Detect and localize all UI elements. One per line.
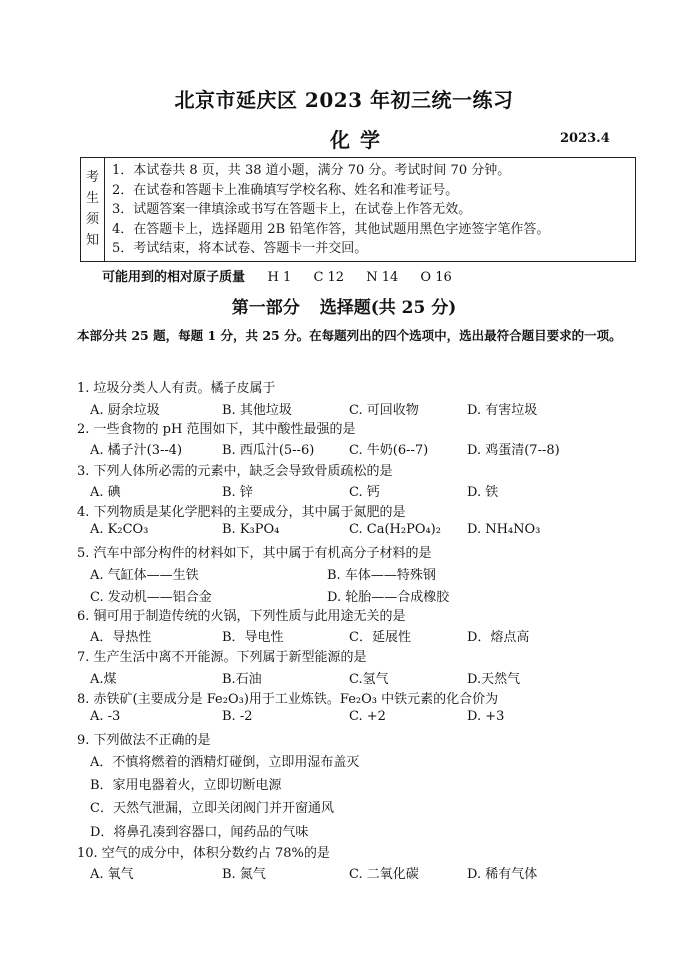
atomic-mass-label: 可能用到的相对原子质量 bbox=[102, 270, 246, 285]
answer-option: C．天然气泄漏，立即关闭阀门并开窗通风 bbox=[90, 801, 334, 816]
answer-option: D. 铁 bbox=[467, 485, 499, 500]
atomic-mass-value: H 1 bbox=[267, 270, 292, 285]
answer-option: D．熔点高 bbox=[467, 630, 530, 645]
exam-title: 北京市延庆区 2023 年初三统一练习 bbox=[174, 88, 514, 112]
exam-date: 2023.4 bbox=[560, 131, 610, 146]
answer-option: B. 氮气 bbox=[222, 867, 266, 882]
answer-option: A. 氧气 bbox=[90, 867, 134, 882]
answer-option: A．不慎将燃着的酒精灯碰倒，立即用湿布盖灭 bbox=[90, 755, 360, 770]
answer-option: A．导热性 bbox=[90, 630, 152, 645]
notice-label-char: 须 bbox=[85, 212, 99, 227]
answer-option: D. 鸡蛋清(7--8) bbox=[467, 443, 560, 458]
section-name: 选择题(共 25 分) bbox=[319, 298, 457, 318]
section-part: 第一部分 bbox=[231, 298, 300, 318]
notice-item: 1．本试卷共 8 页，共 38 道小题，满分 70 分。考试时间 70 分钟。 bbox=[112, 163, 511, 178]
notice-item: 2．在试卷和答题卡上准确填写学校名称、姓名和准考证号。 bbox=[112, 182, 459, 198]
question-stem: 10. 空气的成分中，体积分数约占 78%的是 bbox=[77, 846, 330, 861]
atomic-mass-value: N 14 bbox=[366, 270, 399, 285]
question-stem: 7. 生产生活中离不开能源。下列属于新型能源的是 bbox=[77, 650, 367, 665]
answer-option: B. 锌 bbox=[222, 485, 253, 500]
answer-option: C．延展性 bbox=[349, 630, 411, 645]
notice-label-char: 生 bbox=[85, 191, 99, 206]
answer-option: C. Ca(H₂PO₄)₂ bbox=[349, 522, 441, 537]
question-stem: 8. 赤铁矿(主要成分是 Fe₂O₃)用于工业炼铁。Fe₂O₃ 中铁元素的化合价为 bbox=[77, 692, 499, 707]
section-instructions: 本部分共 25 题，每题 1 分，共 25 分。在每题列出的四个选项中，选出最符合题目要求的一项。 bbox=[77, 328, 622, 343]
notice-item: 5．考试结束，将本试卷、答题卡一并交回。 bbox=[112, 241, 368, 256]
answer-option: B．导电性 bbox=[222, 630, 284, 645]
answer-option: D．将鼻孔凑到容器口，闻药品的气味 bbox=[90, 825, 309, 840]
answer-option: A.煤 bbox=[90, 672, 117, 687]
question-stem: 3. 下列人体所必需的元素中，缺乏会导致骨质疏松的是 bbox=[77, 464, 393, 479]
answer-option: D. 有害垃圾 bbox=[467, 403, 538, 418]
question-stem: 4. 下列物质是某化学肥料的主要成分，其中属于氮肥的是 bbox=[77, 505, 406, 520]
answer-option: A. 橘子汁(3--4) bbox=[90, 443, 183, 458]
answer-option: D. 稀有气体 bbox=[467, 867, 538, 882]
answer-option: D. 轮胎——合成橡胶 bbox=[327, 590, 450, 605]
answer-option: A. 碘 bbox=[90, 485, 121, 500]
answer-option: C. 发动机——铝合金 bbox=[90, 590, 212, 605]
answer-option: A. -3 bbox=[90, 709, 121, 724]
answer-option: C. 可回收物 bbox=[349, 403, 419, 418]
answer-option: B. 西瓜汁(5--6) bbox=[222, 443, 315, 458]
notice-label bbox=[81, 158, 105, 261]
section-heading bbox=[0, 293, 688, 318]
notice-label-char: 知 bbox=[85, 233, 99, 248]
answer-option: B.石油 bbox=[222, 672, 262, 687]
answer-option: B．家用电器着火，立即切断电源 bbox=[90, 778, 282, 793]
subject-title: 化学 bbox=[330, 128, 390, 152]
answer-option: C. +2 bbox=[349, 709, 386, 724]
notice-label-char: 考 bbox=[85, 170, 99, 185]
answer-option: B. 车体——特殊钢 bbox=[327, 568, 436, 583]
question-stem: 5. 汽车中部分构件的材料如下，其中属于有机高分子材料的是 bbox=[77, 546, 432, 561]
answer-option: A. 厨余垃圾 bbox=[90, 403, 160, 418]
question-stem: 9. 下列做法不正确的是 bbox=[77, 733, 211, 748]
answer-option: C. 钙 bbox=[349, 485, 380, 500]
answer-option: D. +3 bbox=[467, 709, 505, 724]
answer-option: B. -2 bbox=[222, 709, 253, 724]
answer-option: D.天然气 bbox=[467, 672, 521, 687]
answer-option: A. 气缸体——生铁 bbox=[90, 568, 199, 583]
atomic-mass-value: C 12 bbox=[313, 270, 345, 285]
answer-option: C. 二氧化碳 bbox=[349, 867, 419, 882]
question-stem: 6. 铜可用于制造传统的火锅，下列性质与此用途无关的是 bbox=[77, 609, 406, 624]
answer-option: A. K₂CO₃ bbox=[90, 522, 149, 537]
atomic-mass-value: O 16 bbox=[420, 270, 452, 285]
atomic-mass-line bbox=[102, 266, 452, 285]
question-stem: 2. 一些食物的 pH 范围如下，其中酸性最强的是 bbox=[77, 422, 356, 437]
answer-option: C.氢气 bbox=[349, 672, 389, 687]
notice-item: 4．在答题卡上，选择题用 2B 铅笔作答，其他试题用黑色字迹签字笔作答。 bbox=[112, 221, 550, 237]
answer-option: D. NH₄NO₃ bbox=[467, 522, 541, 537]
candidate-notice-box bbox=[80, 157, 636, 262]
answer-option: B. 其他垃圾 bbox=[222, 403, 292, 418]
notice-item: 3．试题答案一律填涂或书写在答题卡上，在试卷上作答无效。 bbox=[112, 202, 472, 217]
answer-option: B. K₃PO₄ bbox=[222, 522, 280, 537]
answer-option: C. 牛奶(6--7) bbox=[349, 443, 429, 458]
question-stem: 1. 垃圾分类人人有责。橘子皮属于 bbox=[77, 381, 276, 396]
notice-items bbox=[112, 161, 549, 259]
atomic-mass-values bbox=[250, 270, 452, 285]
